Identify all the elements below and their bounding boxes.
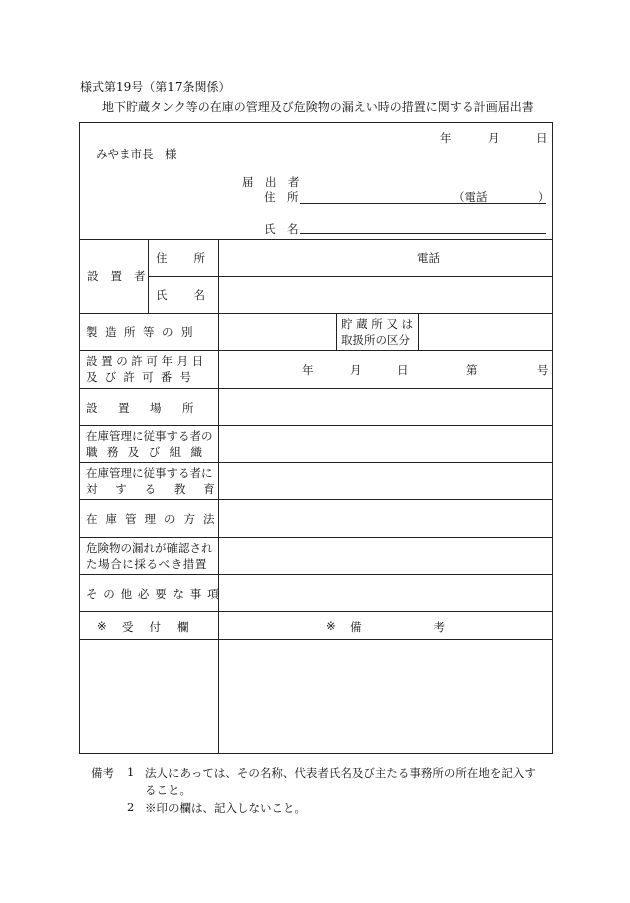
col-divider — [336, 313, 337, 350]
note-1-num: 1 — [127, 765, 135, 779]
address-field[interactable] — [300, 203, 546, 204]
leak-line1: 危険物の漏れが確認され — [86, 541, 213, 555]
permit-line1: 設置の許可年月日 — [86, 354, 207, 368]
installer-name-field[interactable] — [219, 277, 551, 313]
remarks-label: 備考 — [350, 620, 517, 634]
permit-month: 月 — [350, 363, 362, 377]
permit-label — [86, 353, 207, 385]
reception-label: 受付欄 — [122, 620, 205, 634]
form-title: 地下貯蔵タンク等の在庫の管理及び危険物の漏えい時の措置に関する計画届出書 — [102, 100, 534, 114]
installer-address-label — [156, 250, 231, 266]
installer-name-text: 氏名 — [156, 288, 231, 302]
phone-close: ） — [538, 190, 550, 204]
staff-line1: 在庫管理に従事する者の — [86, 429, 213, 443]
row-divider — [79, 313, 552, 314]
installer-phone-field[interactable] — [219, 240, 551, 276]
permit-day: 日 — [397, 363, 409, 377]
other-label: その他必要な事項 — [86, 587, 225, 601]
location-label: 設置場所 — [86, 401, 214, 415]
row-divider — [79, 350, 552, 351]
form-number: 様式第19号（第17条関係） — [80, 80, 231, 94]
permit-no: 第 — [466, 363, 478, 377]
edu-line1: 在庫管理に従事する者に — [86, 466, 213, 480]
col-divider — [418, 313, 419, 350]
row-divider — [79, 388, 552, 389]
staff-label — [86, 428, 213, 460]
permit-year: 年 — [302, 363, 314, 377]
installer-address-text: 住所 — [156, 251, 231, 265]
name-label: 氏 名 — [264, 222, 299, 236]
storage-class-line1: 貯 蔵 所 又 は — [341, 317, 414, 331]
notes-label: 備考 — [91, 766, 114, 780]
edu-line2: 対する教育 — [86, 482, 233, 496]
installer-label-text: 設置者 — [87, 269, 158, 283]
remarks-mark: ※ — [326, 619, 336, 633]
storage-class-line2: 取扱所の区分 — [341, 333, 410, 347]
row-divider — [79, 574, 552, 575]
row-divider — [79, 639, 552, 640]
note-1-line1: 法人にあっては、その名称、代表者氏名及び主たる事務所の所在地を記入す — [145, 766, 536, 780]
education-label — [86, 465, 233, 497]
installer-label — [87, 268, 158, 284]
manufacturing-type-label: 製造所等の別 — [86, 325, 200, 339]
row-divider — [79, 499, 552, 500]
leak-label — [86, 540, 213, 572]
reception-mark: ※ — [97, 619, 107, 633]
date-day: 日 — [536, 131, 548, 145]
method-label: 在庫管理の方法 — [86, 512, 223, 526]
date-month: 月 — [488, 131, 500, 145]
address-label: 住 所 — [264, 190, 299, 204]
name-field[interactable] — [300, 233, 546, 234]
row-divider — [79, 537, 552, 538]
notifier-label: 届 出 者 — [242, 175, 300, 189]
permit-go: 号 — [537, 363, 549, 377]
phone-open: （電話 — [453, 190, 488, 204]
row-divider — [79, 462, 552, 463]
storage-class-label — [341, 316, 413, 348]
row-divider — [79, 611, 552, 612]
note-2-num: 2 — [127, 800, 135, 814]
row-divider — [79, 425, 552, 426]
note-1-line2: ること。 — [145, 783, 191, 797]
installer-name-label — [156, 287, 231, 303]
date-year: 年 — [440, 131, 452, 145]
permit-line2: 及び許可番号 — [86, 370, 199, 384]
staff-line2: 職務及び組織 — [86, 445, 212, 459]
leak-line2: た場合に採るべき措置 — [86, 557, 207, 571]
addressee: みやま市長 様 — [96, 147, 177, 161]
installer-phone-label: 電話 — [417, 251, 440, 265]
note-2-text: ※印の欄は、記入しないこと。 — [145, 801, 306, 815]
